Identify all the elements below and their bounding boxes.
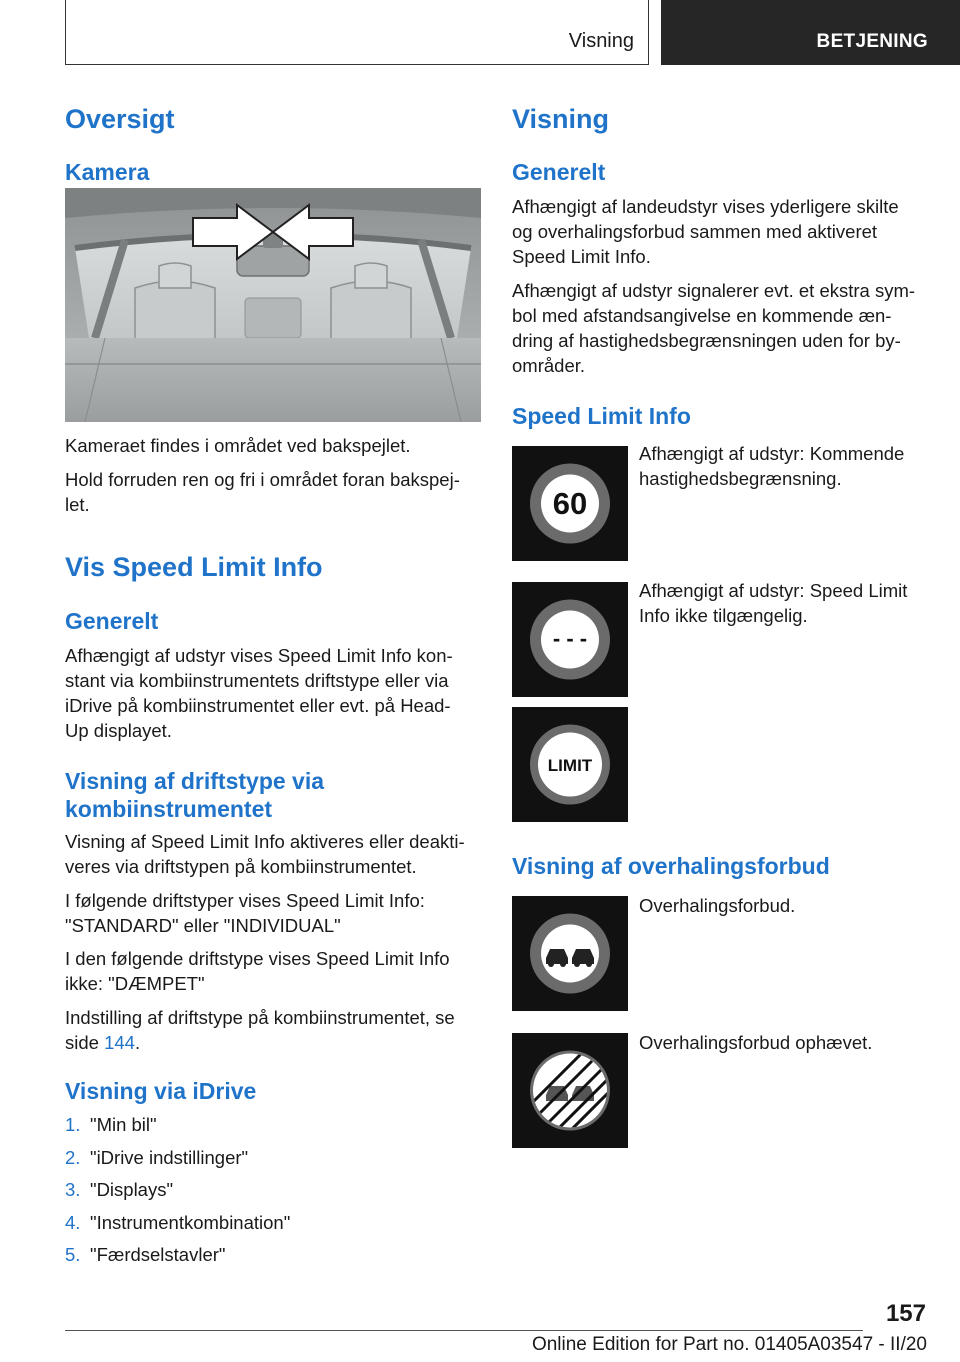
speed-limit-limit-sign-icon <box>512 707 628 822</box>
header-section-title: Visning <box>568 30 634 52</box>
right-g1-line-1: Afhængigt af landeudstyr vises yderligere skilte <box>512 196 899 217</box>
drift-p1-line-2: veres via driftstypen på kombiinstrumentet. <box>65 856 417 877</box>
heading-oversigt: Oversigt <box>65 104 175 134</box>
generelt-line-1: Afhængigt af udstyr vises Speed Limit Info kon- <box>65 645 453 666</box>
sign2-text-line-1: Afhængigt af udstyr: Speed Limit <box>639 580 908 601</box>
step-number: 4. <box>65 1211 81 1233</box>
speed-limit-60-sign-icon <box>512 446 628 561</box>
right-g2-line-1: Afhængigt af udstyr signalerer evt. et ekstra sym- <box>512 280 916 301</box>
heading-vis-speed-limit-info: Vis Speed Limit Info <box>65 552 323 582</box>
heading-driftstype-line-1: Visning af driftstype via <box>65 768 325 794</box>
heading-overhalingsforbud: Visning af overhalingsforbud <box>512 853 830 879</box>
heading-driftstype-line-2: kombiinstrumentet <box>65 796 273 822</box>
speed-limit-unavailable-sign-icon <box>512 582 628 697</box>
step-number: 1. <box>65 1114 81 1135</box>
drift-p3-line-2: ikke: "DÆMPET" <box>65 973 205 994</box>
drift-p2-line-1: I følgende driftstyper vises Speed Limit Info: <box>65 890 425 911</box>
sign5-text: Overhalingsforbud ophævet. <box>639 1032 873 1053</box>
drift-p4-line-2 <box>65 1030 140 1055</box>
list-item <box>65 1177 290 1202</box>
right-g1-line-2: og overhalingsforbud sammen med aktiveret <box>512 221 878 242</box>
step-text: "Færdselstavler" <box>90 1244 226 1265</box>
right-g2-line-2: bol med afstandsangivelse en kommende æn- <box>512 305 892 326</box>
sign1-text-line-2: hastighedsbegrænsning. <box>639 468 842 489</box>
sign2-text-line-2: Info ikke tilgængelig. <box>639 605 808 626</box>
step-number: 3. <box>65 1179 81 1200</box>
idrive-steps-list <box>65 1112 290 1275</box>
sign1-text-line-1: Afhængigt af udstyr: Kommende <box>639 443 905 464</box>
drift-p4-period: . <box>134 1032 141 1053</box>
generelt-line-2: stant via kombiinstrumentets driftstype eller via <box>65 670 449 691</box>
heading-generelt-left: Generelt <box>65 608 159 634</box>
step-text: "Min bil" <box>90 1114 157 1135</box>
sign-60-label: 60 <box>552 486 588 521</box>
footer-edition-text: Online Edition for Part no. 01405A03547 - II/20 <box>531 1334 927 1355</box>
footer-divider <box>65 1330 863 1331</box>
heading-visning: Visning <box>512 104 610 134</box>
list-item <box>65 1145 290 1170</box>
step-number: 2. <box>65 1146 81 1168</box>
no-overtaking-sign-icon <box>512 896 628 1011</box>
heading-kamera: Kamera <box>65 159 150 185</box>
right-g1-line-3: Speed Limit Info. <box>512 246 651 267</box>
kamera-paragraph-2-line-1: Hold forruden ren og fri i området foran bakspej- <box>65 469 460 490</box>
page-link-144[interactable]: 144 <box>104 1032 135 1053</box>
sign-dashes-label: - - - <box>552 626 588 651</box>
generelt-line-3: iDrive på kombiinstrumentet eller evt. på Head- <box>65 695 451 716</box>
drift-p2-line-2: "STANDARD" eller "INDIVIDUAL" <box>65 915 341 936</box>
end-no-overtaking-sign-icon <box>512 1033 628 1148</box>
generelt-line-4: Up displayet. <box>65 720 172 741</box>
drift-p1-line-1: Visning af Speed Limit Info aktiveres eller deakti- <box>65 831 465 852</box>
heading-generelt-right: Generelt <box>512 159 606 185</box>
camera-location-image <box>65 188 481 422</box>
list-item <box>65 1242 290 1267</box>
step-text: "Displays" <box>90 1179 174 1200</box>
drift-p4-side-text: side <box>65 1032 105 1053</box>
right-g2-line-4: områder. <box>512 355 586 376</box>
header-chapter-tab <box>661 0 960 65</box>
sign-limit-label: LIMIT <box>547 756 593 775</box>
kamera-paragraph-1: Kameraet findes i området ved bakspejlet. <box>65 435 411 456</box>
step-number: 5. <box>65 1244 81 1265</box>
step-text: "Instrumentkombination" <box>90 1211 291 1233</box>
header-chapter-title: BETJENING <box>816 31 928 52</box>
list-item <box>65 1112 290 1137</box>
page-number: 157 <box>885 1300 926 1327</box>
sign4-text: Overhalingsforbud. <box>639 895 796 916</box>
heading-speed-limit-info: Speed Limit Info <box>512 403 691 429</box>
right-g2-line-3: dring af hastighedsbegrænsningen uden for by- <box>512 330 901 351</box>
kamera-paragraph-2-line-2: let. <box>65 494 90 515</box>
list-item <box>65 1210 290 1235</box>
heading-visning-via-idrive: Visning via iDrive <box>65 1078 257 1104</box>
header-section-box <box>65 0 649 65</box>
drift-p4-line-1: Indstilling af driftstype på kombiinstrumentet, se <box>65 1007 455 1028</box>
drift-p3-line-1: I den følgende driftstype vises Speed Limit Info <box>65 948 450 969</box>
step-text: "iDrive indstillinger" <box>90 1146 249 1168</box>
